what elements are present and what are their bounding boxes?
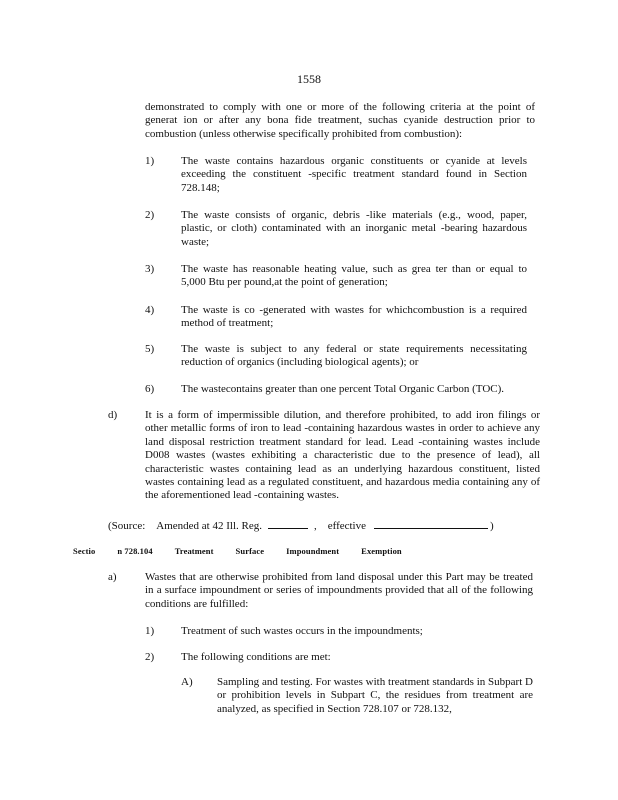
source-amended: Amended at 42 Ill. Reg. [156,520,262,532]
register-blank [268,518,308,529]
criterion-text: The waste has reasonable heating value, such as grea ter than or equal to 5,000 Btu per pound,at the point of generation; [181,263,527,289]
source-close: ) [490,520,494,532]
condition-text: The following conditions are met: [181,651,331,663]
criterion-number: 1) [145,155,155,167]
subsection-d-number: d) [108,409,118,421]
source-effective: effective [327,520,366,532]
criterion-number: 6) [145,383,155,395]
subsection-a-text: Wastes that are otherwise prohibited from land disposal under this Part may be treated in a surface impoundment or series of impoundments provided that all of the following conditions are fulfilled: [145,571,533,610]
section-heading-part: Sectio [73,546,96,556]
subsection-d-text: It is a form of impermissible dilution, and therefore prohibited, to add iron filings or other metallic forms of iron to lead -containing hazardous wastes in order to achieve any land disposal restriction treatment standard for lead. Lead -containing wastes include D008 wastes (wastes exhibiting a characteristic due to the presence of lead), all characteristic wastes containing lead as an underlying hazardous constituent, listed wastes containing lead as a regulated constituent, and hazardous media containing any of the aforementioned lead -containing wastes. [145,409,540,502]
criterion-number: 4) [145,304,155,316]
section-heading-part: Impoundment [286,546,340,556]
criterion-number: 5) [145,343,155,355]
criterion-number: 2) [145,209,155,221]
section-heading-part: Treatment [174,546,214,556]
criterion-text: The waste is subject to any federal or state requirements necessitating reduction of organics (including biological agents); or [181,343,527,369]
page-number: 1558 [297,72,321,86]
section-heading-part: n 728.104 [117,546,153,556]
section-heading-part: Surface [235,546,265,556]
criterion-text: The waste consists of organic, debris -like materials (e.g., wood, paper, plastic, or cloth) contaminated with an inorganic metal -bearing hazardous waste; [181,209,527,248]
source-note [108,518,548,533]
source-prefix: (Source: [108,520,146,532]
intro-paragraph: demonstrated to comply with one or more of the following criteria at the point of generat ion or after any bona fide treatment, suchas cyanide destruction prior to combustion (unless otherwise specifically prohibited from combustion): [145,101,535,140]
criterion-text: The waste contains hazardous organic constituents or cyanide at levels exceeding the constituent -specific treatment standard found in Section 728.148; [181,155,527,194]
section-heading [73,545,424,558]
criterion-text: The waste is co -generated with wastes for whichcombustion is a required method of treatment; [181,304,527,330]
criterion-number: 3) [145,263,155,275]
subsection-a-number: a) [108,571,117,583]
condition-a-text: Sampling and testing. For wastes with treatment standards in Subpart D or prohibition levels in Subpart C, the residues from treatment are analyzed, as specified in Section 728.107 or 728.132, [217,676,533,715]
criterion-text: The wastecontains greater than one percent Total Organic Carbon (TOC). [181,383,505,395]
section-heading-part: Exemption [361,546,402,556]
source-comma: , [313,520,317,532]
condition-a-number: A) [181,676,193,688]
condition-text: Treatment of such wastes occurs in the impoundments; [181,625,423,637]
effective-date-blank [374,518,488,529]
condition-number: 2) [145,651,155,663]
condition-number: 1) [145,625,155,637]
